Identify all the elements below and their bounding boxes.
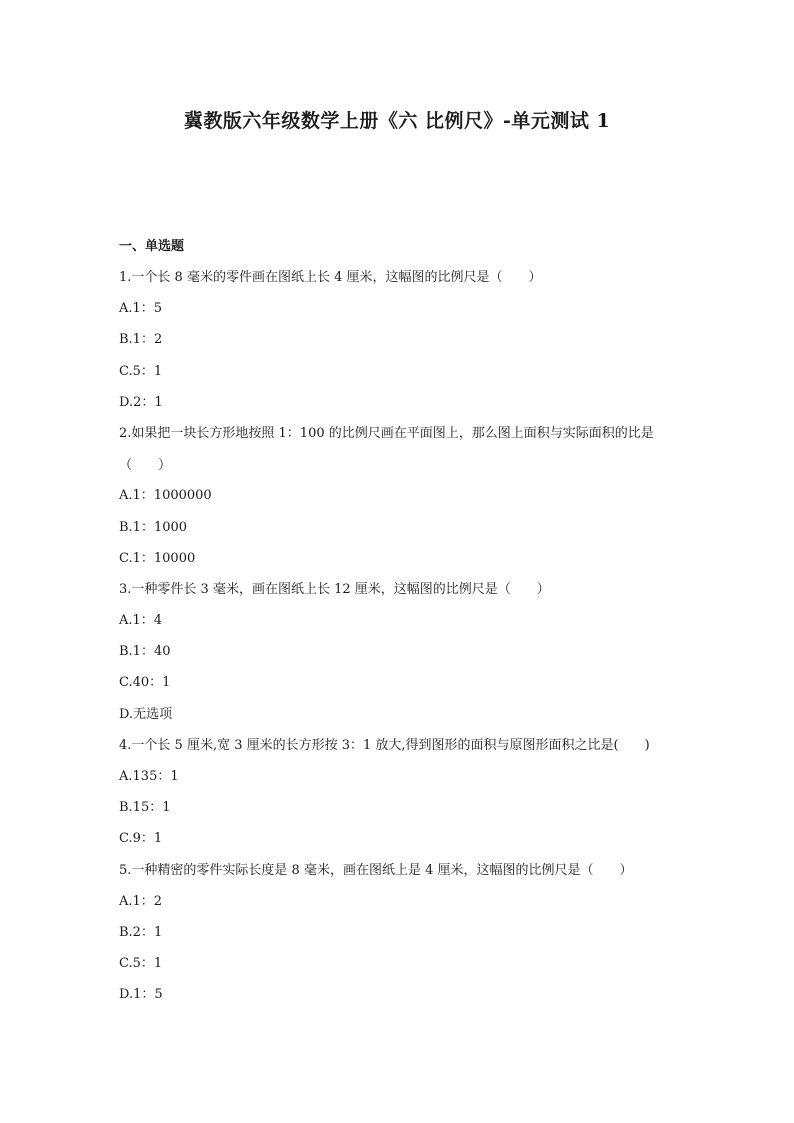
question-3-option-c: C.40：1 [119, 675, 171, 691]
question-4-stem: 4.一个长 5 厘米,宽 3 厘米的长方形按 3：1 放大,得到图形的面积与原图形面积之比是( ) [119, 737, 650, 753]
question-4 [119, 735, 684, 860]
question-3 [119, 579, 684, 735]
question-1-option-d: D.2：1 [119, 394, 163, 410]
question-2-option-a: A.1：1000000 [119, 488, 212, 504]
question-section [119, 236, 684, 1016]
question-5-option-c: C.5：1 [119, 956, 163, 972]
question-3-option-a: A.1：4 [119, 613, 163, 629]
document-title: 冀教版六年级数学上册《六 比例尺》-单元测试 1 [183, 110, 611, 132]
question-5-option-a: A.1：2 [119, 893, 163, 909]
question-1 [119, 267, 684, 423]
question-5-option-d: D.1：5 [119, 987, 163, 1003]
question-1-option-a: A.1：5 [119, 301, 163, 317]
question-3-stem: 3.一种零件长 3 毫米，画在图纸上长 12 厘米，这幅图的比例尺是（ ） [119, 581, 550, 597]
question-1-option-b: B.1：2 [119, 332, 163, 348]
question-3-option-d: D.无选项 [119, 706, 173, 722]
section-heading: 一、单选题 [119, 239, 185, 254]
question-5 [119, 860, 684, 1016]
question-2 [119, 418, 684, 579]
question-4-option-b: B.15：1 [119, 800, 171, 816]
question-5-stem: 5.一种精密的零件实际长度是 8 毫米，画在图纸上是 4 厘米，这幅图的比例尺是（ ） [119, 862, 633, 878]
question-1-option-c: C.5：1 [119, 363, 163, 379]
question-1-stem: 1.一个长 8 毫米的零件画在图纸上长 4 厘米，这幅图的比例尺是（ ） [119, 270, 542, 285]
question-2-option-b: B.1：1000 [119, 519, 188, 535]
question-3-option-b: B.1：40 [119, 644, 171, 660]
question-2-stem: 2.如果把一块长方形地按照 1：100 的比例尺画在平面图上，那么图上面积与实际面积的比是（ ） [119, 426, 654, 473]
question-5-option-b: B.2：1 [119, 924, 163, 940]
question-4-option-c: C.9：1 [119, 831, 163, 847]
question-4-option-a: A.135：1 [119, 769, 179, 785]
question-2-option-c: C.1：10000 [119, 550, 196, 566]
